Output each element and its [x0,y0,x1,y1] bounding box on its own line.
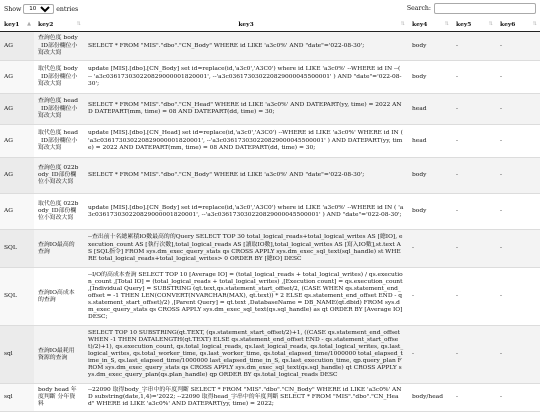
cell-key5: - [452,61,496,94]
data-table [0,18,540,412]
cell-key4: head [408,94,452,125]
show-label: Show [4,5,22,13]
cell-key6: - [496,61,540,94]
cell-key6: - [496,230,540,268]
cell-key5: - [452,268,496,326]
table-row[interactable] [0,158,540,194]
column-header-key1[interactable] [0,18,34,32]
page-length-select[interactable] [23,4,54,14]
table-controls [0,0,540,18]
table-row[interactable] [0,194,540,230]
cell-key4: body [408,32,452,61]
cell-key3: --I/O的高成本查詢 SELECT TOP 10 [Average IO] = (total_logical_reads + total_logical_writes) / qs.execution_count ,[Total IO] = (total_logical_reads + total_logical_writes) ,[Execution count] = qs.execution_count ,[Individual Query] = SUBSTRING (qt.text,qs.statement_start_offset/2, (CASE WHEN qs.statement_end_offset = -1 THEN LEN(CONVERT(NVARCHAR(MAX), qt.text)) * 2 ELSE qs.statement_end_offset END - qs.statement_start_offset)/2) ,[Parent Query] = qt.text ,DatabaseName = DB_NAME(qt.dbid) FROM sys.dm_exec_query_stats qs CROSS APPLY sys.dm_exec_sql_text(qs.sql_handle) as qt ORDER BY [Average IO] DESC; [84,268,408,326]
cell-key3: --22090 取得body_字串中的年度判斷 SELECT * FROM "MIS"."dbo"."CN_Body" WHERE id LIKE 'a3c0%' AND substring(date,1,4)='2022; --22090 取得head_字串中的年度判斷 SELECT * FROM "MIS"."dbo"."CN_Head" WHERE id LIKE 'a3c0%' AND DATEPART(yy, time) = 2022; [84,384,408,412]
cell-key4: head [408,125,452,158]
cell-key6: - [496,158,540,194]
column-header-key6[interactable] [496,18,540,32]
table-row[interactable] [0,32,540,61]
cell-key1: sql [0,326,34,384]
column-header-key3[interactable] [84,18,408,32]
cell-key5: - [452,158,496,194]
search-input[interactable] [434,3,536,14]
cell-key2: 取代色度 022body_ID部份欄位小寫改大寫 [34,194,84,230]
table-row[interactable] [0,384,540,412]
cell-key3: SELECT * FROM "MIS"."dbo"."CN_Body" WHERE id LIKE 'a3c0%' AND "date"='022-08-30'; [84,158,408,194]
cell-key4: body [408,61,452,94]
cell-key6: - [496,194,540,230]
search-control [407,3,536,14]
cell-key1: SQL [0,268,34,326]
cell-key2: 查詢IO最耗用資源的查詢 [34,326,84,384]
cell-key3: update [MIS].[dbo].[CN_Body] set id=replace(id,'a3c0','A3C0') where id LIKE 'a3c0%' --WHERE id IN ( 'a3c036173030220829000001820001', --'a3c036173030220829000045500001' ) AND "date"='022-08-30'; [84,194,408,230]
cell-key2: 查詢色度 022body_ID部份欄位小寫改大寫 [34,158,84,194]
sort-icon: ⇅ [444,21,449,27]
table-row[interactable] [0,230,540,268]
search-label: Search: [406,5,431,12]
sort-ascending-icon: ▲ [27,21,31,27]
cell-key6: - [496,268,540,326]
cell-key3: update [MIS].[dbo].[CN_Head] set id=replace(id,'a3c0','A3C0') --WHERE id LIKE 'a3c0%' WHERE id IN ( 'a3c036173030220829000001820001', --'a3c036173030220829000045500001' ) AND DATEPART(yy, time) = 2022 AND DATEPART(mm, time) = 08 AND DATEPART(dd, time) = 30; [84,125,408,158]
column-header-key5[interactable] [452,18,496,32]
column-label: key5 [456,21,472,28]
cell-key2: body head 年度判斷 分年資料 [34,384,84,412]
column-header-key2[interactable] [34,18,84,32]
cell-key6: - [496,94,540,125]
cell-key1: AG [0,94,34,125]
column-label: key2 [38,21,54,28]
table-row[interactable] [0,94,540,125]
cell-key5: - [452,94,496,125]
cell-key1: AG [0,158,34,194]
cell-key4: body/head [408,384,452,412]
cell-key2: 查詢色度 head_ID部份欄位小寫改大寫 [34,94,84,125]
cell-key5: - [452,125,496,158]
cell-key3: --查出前十名總累積IO數最高的的Query SELECT TOP 30 total_logical_reads+total_logical_writes AS [總IO], execution_count AS [執行次數],total_logical_reads AS [讀取IO數],total_logical_writes AS [寫入IO數],st.text AS [SQL指令] FROM sys.dm_exec_query_stats qs CROSS APPLY sys.dm_exec_sql_text(sql_handle) st WHERE total_logical_reads+total_logical_writes> 0 ORDER BY [總IO] DESC [84,230,408,268]
cell-key3: SELECT * FROM "MIS"."dbo"."CN_Body" WHERE id LIKE 'a3c0%' AND "date"='022-08-30'; [84,32,408,61]
cell-key3: SELECT TOP 10 SUBSTRING(qt.TEXT, (qs.statement_start_offset/2)+1, ((CASE qs.statement_end_offset WHEN -1 THEN DATALENGTH(qt.TEXT) ELSE qs.statement_end_offset END - qs.statement_start_offset)/2)+1), qs.execution_count, qs.total_logical_reads, qs.last_logical_reads, qs.total_logical_writes, qs.last_logical_writes, qs.total_worker_time, qs.last_worker_time, qs.total_elapsed_time/1000000 total_elapsed_time_in_S, qs.last_elapsed_time/1000000 last_elapsed_time_in_S, qs.last_execution_time, qp.query_plan FROM sys.dm_exec_query_stats qs CROSS APPLY sys.dm_exec_sql_text(qs.sql_handle) qt CROSS APPLY sys.dm_exec_query_plan(qs.plan_handle) qp ORDER BY qs.total_logical_reads DESC [84,326,408,384]
cell-key2: 查詢IO最高的查詢 [34,230,84,268]
cell-key5: - [452,230,496,268]
cell-key6: - [496,125,540,158]
column-label: key4 [412,21,428,28]
cell-key4: body [408,158,452,194]
column-label: key1 [4,21,20,28]
cell-key1: SQL [0,230,34,268]
cell-key2: 取代色度 head_ID部份欄位小寫改大寫 [34,125,84,158]
cell-key3: SELECT * FROM "MIS"."dbo"."CN_Head" WHERE id LIKE 'a3c0%' AND DATEPART(yy, time) = 2022 AND DATEPART(mm, time) = 08 AND DATEPART(dd, time) = 30; [84,94,408,125]
cell-key6: - [496,32,540,61]
table-row[interactable] [0,61,540,94]
cell-key1: AG [0,61,34,94]
column-label: key3 [238,21,254,28]
cell-key3: update [MIS].[dbo].[CN_Body] set id=replace(id,'a3c0','A3C0') where id LIKE 'a3c0%' --WHERE id IN --( -- 'a3c036173030220829000001820001', --'a3c036173030220829000045500001' ) AND "date"='022-08-30'; [84,61,408,94]
cell-key4: body [408,194,452,230]
sort-icon: ⇅ [488,21,493,27]
column-label: key6 [500,21,516,28]
cell-key2: 查詢IO高成本的查詢 [34,268,84,326]
cell-key1: sql [0,384,34,412]
table-row[interactable] [0,268,540,326]
column-header-key4[interactable] [408,18,452,32]
cell-key5: - [452,194,496,230]
cell-key1: AG [0,125,34,158]
cell-key4: - [408,268,452,326]
cell-key5: - [452,32,496,61]
header-row [0,18,540,32]
cell-key1: AG [0,32,34,61]
table-row[interactable] [0,326,540,384]
table-row[interactable] [0,125,540,158]
sort-icon: ⇅ [76,21,81,27]
cell-key4: - [408,326,452,384]
cell-key4: - [408,230,452,268]
sort-icon: ⇅ [532,21,537,27]
sort-icon: ⇅ [400,21,405,27]
cell-key6: - [496,326,540,384]
cell-key6: - [496,384,540,412]
cell-key1: AG [0,194,34,230]
cell-key2: 取代色度 body_ID部份欄位小寫改大寫 [34,61,84,94]
entries-label: entries [56,5,79,13]
cell-key5: - [452,384,496,412]
cell-key2: 查詢色度 body_ID部份欄位小寫改大寫 [34,32,84,61]
cell-key5: - [452,326,496,384]
page-length-control [4,4,78,14]
